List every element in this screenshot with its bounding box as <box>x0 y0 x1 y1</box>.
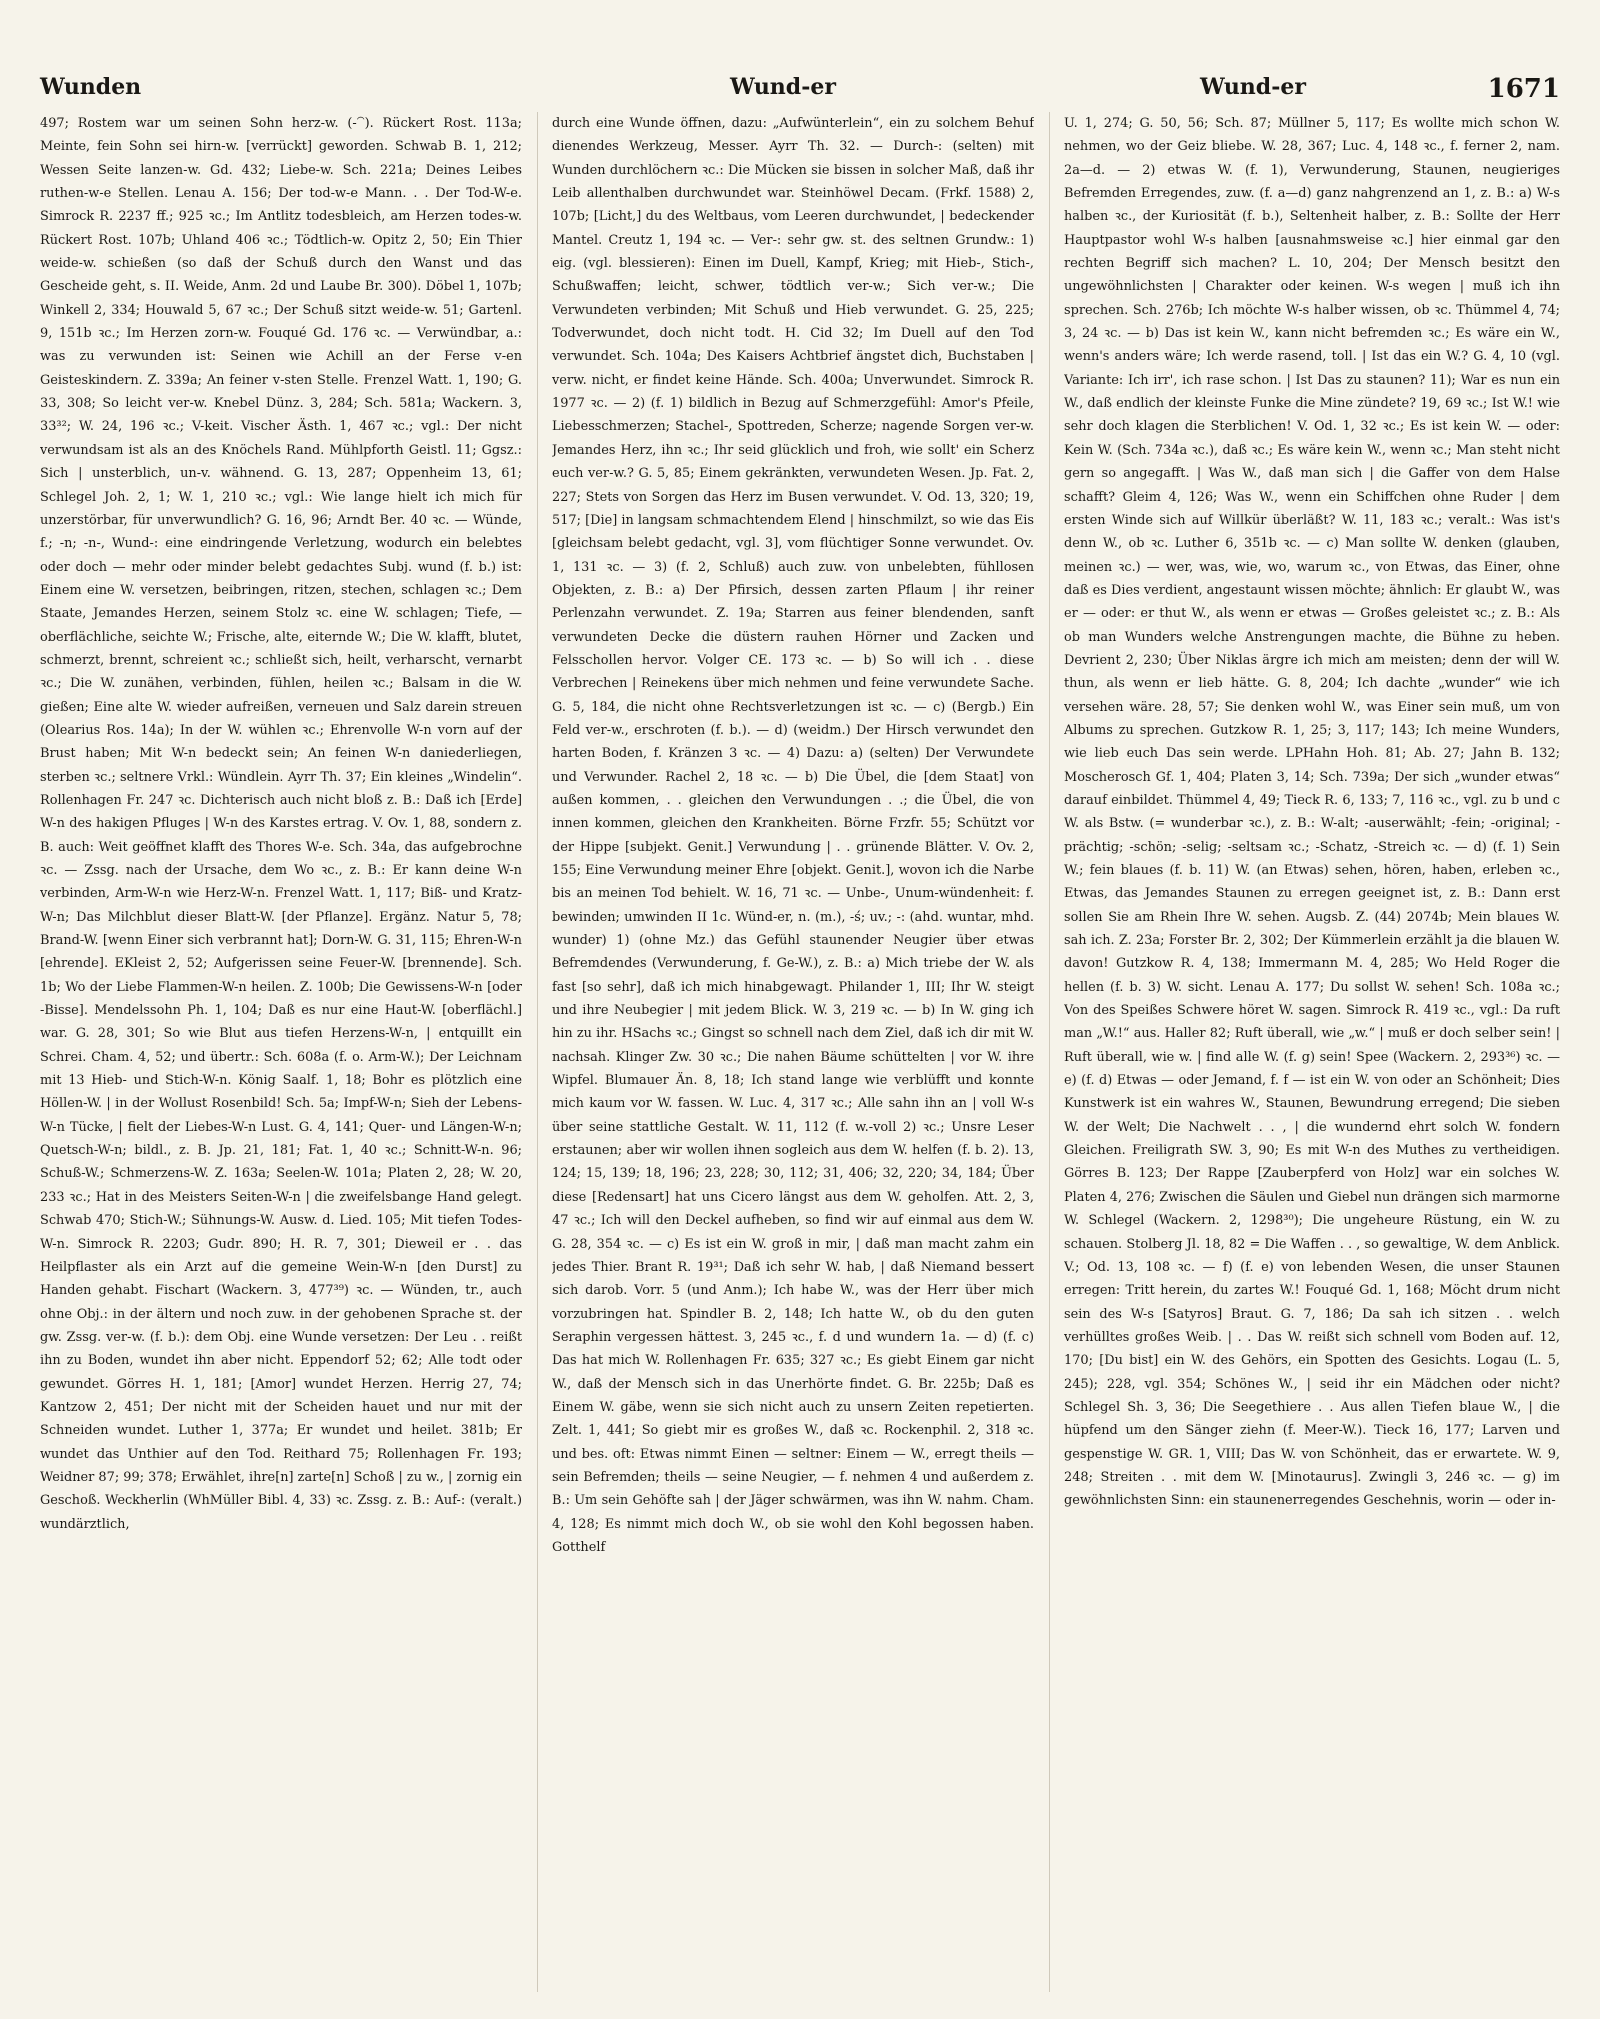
column-right <box>1064 112 1560 1992</box>
column-left-text: 497; Rostem war um seinen Sohn herz-w. (-⁀). Rückert Rost. 113a; Meinte, fein Sohn sei hirn-w. [verrückt] geworden. Schwab B. 1, 212; Wessen Seite lanzen-w. Gd. 432; Liebe-w. Sch. 221a; Deines Leibes ruthen-w-e Stellen. Lenau A. 156; Der tod-w-e Mann. . . Der Tod-W-e. Simrock R. 2237 ff.; 925 ꝛc.; Im Antlitz todesbleich, am Herzen todes-w. Rückert Rost. 107b; Uhland 406 ꝛc.; Tödtlich-w. Opitz 2, 50; Ein Thier weide-w. schießen (so daß der Schuß durch den Wanst und das Gescheide geht, s. II. Weide, Anm. 2d und Laube Br. 300). Döbel 1, 107b; Winkell 2, 334; Houwald 5, 67 ꝛc.; Der Schuß sitzt weide-w. 51; Gartenl. 9, 151b ꝛc.; Im Herzen zorn-w. Fouqué Gd. 176 ꝛc. — Verwündbar, a.: was zu verwunden ist: Seinen wie Achill an der Ferse v-en Geisteskindern. Z. 339a; An feiner v-sten Stelle. Frenzel Watt. 1, 190; G. 33, 308; So leicht ver-w. Knebel Dünz. 3, 284; Sch. 581a; Wackern. 3, 33³²; W. 24, 196 ꝛc.; V-keit. Vischer Ästh. 1, 467 ꝛc.; vgl.: Der nicht verwundsam ist als an des Knöchels Rand. Mühlpforth Geistl. 11; Ggsz.: Sich | unsterblich, un-v. wähnend. G. 13, 287; Oppenheim 13, 61; Schlegel Joh. 2, 1; W. 1, 210 ꝛc.; vgl.: Wie lange hielt ich mich für unzerstörbar, für unverwundlich? G. 16, 96; Arndt Ber. 40 ꝛc. — Wünde, f.; -n; -n-, Wund-: eine eindringende Verletzung, wodurch ein belebtes oder doch — mehr oder minder belebt gedachtes Subj. wund (f. b.) ist: Einem eine W. versetzen, beibringen, ritzen, stechen, schlagen ꝛc.; Dem Staate, Jemandes Herzen, seinem Stolz ꝛc. eine W. schlagen; Tiefe, — oberflächliche, seichte W.; Frische, alte, eiternde W.; Die W. klafft, blutet, schmerzt, brennt, schreient ꝛc.; schließt sich, heilt, verharscht, vernarbt ꝛc.; Die W. zunähen, verbinden, fühlen, heilen ꝛc.; Balsam in die W. gießen; Eine alte W. wieder aufreißen, verneuen und Salz darein streuen (Olearius Ros. 14a); In der W. wühlen ꝛc.; Ehrenvolle W-n vorn auf der Brust haben; Mit W-n bedeckt sein; An feinen W-n daniederliegen, sterben ꝛc.; seltnere Vrkl.: Wündlein. Ayrr Th. 37; Ein kleines „Windelin“. Rollenhagen Fr. 247 ꝛc. Dichterisch auch nicht bloß z. B.: Daß ich [Erde] W-n des hakigen Pfluges | W-n des Karstes ertrag. V. Ov. 1, 88, sondern z. B. auch: Weit geöffnet klafft des Thores W-e. Sch. 34a, das aufgebrochne ꝛc. — Zssg. nach der Ursache, dem Wo ꝛc., z. B.: Er kann deine W-n verbinden, Arm-W-n wie Herz-W-n. Frenzel Watt. 1, 117; Biß- und Kratz-W-n; Das Milchblut dieser Blatt-W. [der Pflanze]. Ergänz. Natur 5, 78; Brand-W. [wenn Einer sich verbrannt hat]; Dorn-W. G. 31, 115; Ehren-W-n [ehrende]. EKleist 2, 52; Aufgerissen seine Feuer-W. [brennende]. Sch. 1b; Wo der Liebe Flammen-W-n heilen. Z. 100b; Die Gewissens-W-n [oder -Bisse]. Mendelssohn Ph. 1, 104; Daß es nur eine Haut-W. [oberflächl.] war. G. 28, 301; So wie Blut aus tiefen Herzens-W-n, | entquillt ein Schrei. Cham. 4, 52; und übertr.: Sch. 608a (f. o. Arm-W.); Der Leichnam mit 13 Hieb- und Stich-W-n. König Saalf. 1, 18; Bohr es plötzlich eine Höllen-W. | in der Wollust Rosenbild! Sch. 5a; Impf-W-n; Sieh der Lebens-W-n Tücke, | fielt der Liebes-W-n Lust. G. 4, 141; Quer- und Längen-W-n; Quetsch-W-n; bildl., z. B. Jp. 21, 181; Fat. 1, 40 ꝛc.; Schnitt-W-n. 96; Schuß-W.; Schmerzens-W. Z. 163a; Seelen-W. 101a; Platen 2, 28; W. 20, 233 ꝛc.; Hat in des Meisters Seiten-W-n | die zweifelsbange Hand gelegt. Schwab 470; Stich-W.; Sühnungs-W. Ausw. d. Lied. 105; Mit tiefen Todes-W-n. Simrock R. 2203; Gudr. 890; H. R. 7, 301; Dieweil er . . das Heilpflaster als ein Arzt auf die gemeine Wein-W-n [den Durst] zu Handen gehabt. Fischart (Wackern. 3, 477³⁹) ꝛc. — Wünden, tr., auch ohne Obj.: in der ältern und noch zuw. in der gehobenen Sprache st. der gw. Zssg. ver-w. (f. b.): dem Obj. eine Wunde versetzen: Der Leu . . reißt ihn zu Boden, wundet ihn aber nicht. Eppendorf 52; 62; Alle todt oder gewundet. Görres H. 1, 181; [Amor] wundet Herzen. Herrig 27, 74; Kantzow 2, 451; Der nicht mit der Scheiden hauet und nur mit der Schneiden wundet. Luther 1, 377a; Er wundet und heilet. 381b; Er wundet das Unthier auf den Tod. Reithard 75; Rollenhagen Fr. 193; Weidner 87; 99; 378; Erwählet, ihre[n] zarte[n] Schoß | zu w., | zornig ein Geschoß. Weckherlin (WhMüller Bibl. 4, 33) ꝛc. Zssg. z. B.: Auf-: (veralt.) wundärztlich, <box>40 116 522 1532</box>
text-columns <box>40 112 1560 1992</box>
column-divider <box>1049 112 1050 1992</box>
column-left <box>40 112 522 1992</box>
running-head <box>40 74 1560 110</box>
header-left-keyword: Wunden <box>40 74 142 100</box>
column-middle-text: durch eine Wunde öffnen, dazu: „Aufwünterlein“, ein zu solchem Behuf dienendes Werkzeug, Messer. Ayrr Th. 32. — Durch-: (selten) mit Wunden durchlöchern ꝛc.: Die Mücken sie bissen in solcher Maß, daß ihr Leib allenthalben durchwundet war. Steinhöwel Decam. (Frkf. 1588) 2, 107b; [Licht,] du des Weltbaus, vom Leeren durchwundet, | bedeckender Mantel. Creutz 1, 194 ꝛc. — Ver-: sehr gw. st. des seltnen Grundw.: 1) eig. (vgl. blessieren): Einen im Duell, Kampf, Krieg; mit Hieb-, Stich-, Schußwaffen; leicht, schwer, tödtlich ver-w.; Sich ver-w.; Die Verwundeten verbinden; Mit Schuß und Hieb verwundet. G. 25, 225; Todverwundet, doch nicht todt. H. Cid 32; Im Duell auf den Tod verwundet. Sch. 104a; Des Kaisers Achtbrief ängstet dich, Buchstaben | verw. nicht, er findet keine Hände. Sch. 400a; Unverwundet. Simrock R. 1977 ꝛc. — 2) (f. 1) bildlich in Bezug auf Schmerzgefühl: Amor's Pfeile, Liebesschmerzen; Stachel-, Spottreden, Scherze; nagende Sorgen ver-w. Jemandes Herz, ihn ꝛc.; Ihr seid glücklich und froh, wie sollt' ein Scherz euch ver-w.? G. 5, 85; Einem gekränkten, verwundeten Wesen. Jp. Fat. 2, 227; Stets von Sorgen das Herz im Busen verwundet. V. Od. 13, 320; 19, 517; [Die] in langsam schmachtendem Elend | hinschmilzt, so wie das Eis [gleichsam belebt gedacht, vgl. 3], vom flüchtiger Sonne verwundet. Ov. 1, 131 ꝛc. — 3) (f. 2, Schluß) auch zuw. von unbelebten, fühllosen Objekten, z. B.: a) Der Pfirsich, dessen zarten Pflaum | ihr reiner Perlenzahn verwundet. Z. 19a; Starren aus feiner blendenden, sanft verwundeten Decke die düstern rauhen Hörner und Zacken und Felsschollen hervor. Volger CE. 173 ꝛc. — b) So will ich . . diese Verbrechen | Reinekens über mich nehmen und feine verwundete Sache. G. 5, 184, die nicht ohne Rechtsverletzungen ist ꝛc. — c) (Bergb.) Ein Feld ver-w., erschroten (f. b.). — d) (weidm.) Der Hirsch verwundet den harten Boden, f. Kränzen 3 ꝛc. — 4) Dazu: a) (selten) Der Verwundete und Verwunder. Rachel 2, 18 ꝛc. — b) Die Übel, die [dem Staat] von außen kommen, . . gleichen den Verwundungen . .; die Übel, die von innen kommen, gleichen den Krankheiten. Börne Frzfr. 55; Schützt vor der Hippe [subjekt. Genit.] Verwundung | . . grünende Blätter. V. Ov. 2, 155; Eine Verwundung meiner Ehre [objekt. Genit.], wovon ich die Narbe bis an meinen Tod behielt. W. 16, 71 ꝛc. — Unbe-, Unum-wündenheit: f. bewinden; umwinden II 1c. Wünd-er, n. (m.), -ś; uv.; -: (ahd. wuntar, mhd. wunder) 1) (ohne Mz.) das Gefühl staunender Neugier über etwas Befremdendes (Verwunderung, f. Ge-W.), z. B.: a) Mich triebe der W. als fast [so sehr], daß ich mich hinabgewagt. Philander 1, III; Ihr W. steigt und ihre Neubegier | mit jedem Blick. W. 3, 219 ꝛc. — b) In W. ging ich hin zu ihr. HSachs ꝛc.; Gingst so schnell nach dem Ziel, daß ich dir mit W. nachsah. Klinger Zw. 30 ꝛc.; Die nahen Bäume schüttelten | vor W. ihre Wipfel. Blumauer Än. 8, 18; Ich stand lange wie verblüfft und konnte mich kaum vor W. fassen. W. Luc. 4, 317 ꝛc.; Alle sahn ihn an | voll W-s über seine stattliche Gestalt. W. 11, 112 (f. w.-voll 2) ꝛc.; Unsre Leser erstaunen; aber wir wollen ihnen sogleich aus dem W. helfen (f. b. 2). 13, 124; 15, 139; 18, 196; 23, 228; 30, 112; 31, 406; 32, 220; 34, 184; Über diese [Redensart] hat uns Cicero längst aus dem W. geholfen. Att. 2, 3, 47 ꝛc.; Ich will den Deckel aufheben, so find wir auf einmal aus dem W. G. 28, 354 ꝛc. — c) Es ist ein W. groß in mir, | daß man macht zahm ein jedes Thier. Brant R. 19³¹; Daß ich sehr W. hab, | daß Niemand bessert sich darob. Vorr. 5 (und Anm.); Ich habe W., was der Herr über mich vorzubringen hat. Spindler B. 2, 148; Ich hatte W., ob du den guten Seraphin vergessen hättest. 3, 245 ꝛc., f. d und wundern 1a. — d) (f. c) Das hat mich W. Rollenhagen Fr. 635; 327 ꝛc.; Es giebt Einem gar nicht W., daß der Mensch sich in das Unerhörte findet. G. Br. 225b; Daß es Einem W. gäbe, wenn sie sich nicht auch zu unsern Zeiten repetierten. Zelt. 1, 441; So giebt mir es großes W., daß ꝛc. Rockenphil. 2, 318 ꝛc. und bes. oft: Etwas nimmt Einen — seltner: Einem — W., erregt theils — sein Befremden; theils — seine Neugier, — f. nehmen 4 und außerdem z. B.: Um sein Gehöfte sah | der Jäger schwärmen, was ihn W. nahm. Cham. 4, 128; Es nimmt mich doch W., ob sie wohl den Kohl begossen haben. Gotthelf <box>552 116 1034 1555</box>
column-middle <box>552 112 1034 1992</box>
column-right-text: U. 1, 274; G. 50, 56; Sch. 87; Müllner 5, 117; Es wollte mich schon W. nehmen, wo der Geiz bliebe. W. 28, 367; Luc. 4, 148 ꝛc., f. ferner 2, nam. 2a—d. — 2) etwas W. (f. 1), Verwunderung, Staunen, neugieriges Befremden Erregendes, zuw. (f. a—d) ganz nahgrenzend an 1, z. B.: a) W-s halben ꝛc., der Kuriosität (f. b.), Seltenheit halber, z. B.: Sollte der Herr Hauptpastor wohl W-s halben [ausnahmsweise ꝛc.] hier einmal gar den rechten Begriff sich machen? L. 10, 204; Der Mensch besitzt den ungewöhnlichsten | Charakter oder keinen. W-s wegen | muß ich ihn sprechen. Sch. 276b; Ich möchte W-s halber wissen, ob ꝛc. Thümmel 4, 74; 3, 24 ꝛc. — b) Das ist kein W., kann nicht befremden ꝛc.; Es wäre ein W., wenn's anders wäre; Ich werde rasend, toll. | Ist das ein W.? G. 4, 10 (vgl. Variante: Ich irr', ich rase schon. | Ist Das zu staunen? 11); War es nun ein W., daß endlich der kleinste Funke die Mine zündete? 19, 69 ꝛc.; Ist W.! wie sehr doch klagen die Sterblichen! V. Od. 1, 32 ꝛc.; Es ist kein W. — oder: Kein W. (Sch. 734a ꝛc.), daß ꝛc.; Es wäre kein W., wenn ꝛc.; Man steht nicht gern so angegafft. | Was W., daß man sich | die Gaffer von dem Halse schafft? Gleim 4, 126; Was W., wenn ein Schiffchen ohne Ruder | dem ersten Winde sich auf Willkür überläßt? W. 11, 183 ꝛc.; veralt.: Was ist's denn W., ob ꝛc. Luther 6, 351b ꝛc. — c) Man sollte W. denken (glauben, meinen ꝛc.) — wer, was, wie, wo, warum ꝛc., von Etwas, das Einer, ohne daß es Dies verdient, angestaunt wissen möchte; ähnlich: Er glaubt W., was er — oder: er thut W., als wenn er etwas — Großes geleistet ꝛc.; z. B.: Als ob man Wunders welche Anstrengungen machte, die Bühne zu heben. Devrient 2, 230; Über Niklas ärgre ich mich am meisten; denn der will W. thun, als wenn er lieb hätte. G. 8, 204; Ich dachte „wunder“ wie ich versehen wäre. 28, 57; Sie denken wohl W., was Einer sein muß, um von Albums zu sprechen. Gutzkow R. 1, 25; 3, 117; 143; Ich meine Wunders, wie lieb euch Das sein werde. LPHahn Hoh. 81; Ab. 27; Jahn B. 132; Moscherosch Gf. 1, 404; Platen 3, 14; Sch. 739a; Der sich „wunder etwas“ darauf einbildet. Thümmel 4, 49; Tieck R. 6, 133; 7, 116 ꝛc., vgl. zu b und c W. als Bstw. (= wunderbar ꝛc.), z. B.: W-alt; -auserwählt; -fein; -original; -prächtig; -schön; -selig; -seltsam ꝛc.; -Schatz, -Streich ꝛc. — d) (f. 1) Sein W.; fein blaues (f. b. 11) W. (an Etwas) sehen, hören, haben, erleben ꝛc., Etwas, das Jemandes Staunen zu erregen geeignet ist, z. B.: Dann erst sollen Sie am Rhein Ihre W. sehen. Augsb. Z. (44) 2074b; Mein blaues W. sah ich. Z. 23a; Forster Br. 2, 302; Der Kümmerlein erzählt ja die blauen W. davon! Gutzkow R. 4, 138; Immermann M. 4, 285; Wo Held Roger die hellen (f. b. 3) W. sicht. Lenau A. 177; Du sollst W. sehen! Sch. 108a ꝛc.; Von des Speißes Schwere höret W. sagen. Simrock R. 419 ꝛc., vgl.: Da ruft man „W.!“ aus. Haller 82; Ruft überall, wie „w.“ | muß er doch selber sein! | Ruft überall, wie w. | find alle W. (f. g) sein! Spee (Wackern. 2, 293³⁶) ꝛc. — e) (f. d) Etwas — oder Jemand, f. f — ist ein W. von oder an Schönheit; Dies Kunstwerk ist ein wahres W., Staunen, Bewundrung erregend; Die sieben W. der Welt; Die Nachwelt . . , | die wundernd ehrt solch W. fondern Gleichen. Freiligrath SW. 3, 90; Es mit W-n des Muthes zu vertheidigen. Görres B. 123; Der Rappe [Zauberpferd von Holz] war ein solches W. Platen 4, 276; Zwischen die Säulen und Giebel nun drängen sich marmorne W. Schlegel (Wackern. 2, 1298³⁰); Die ungeheure Rüstung, ein W. zu schauen. Stolberg Jl. 18, 82 = Die Waffen . . , so gewaltige, W. dem Anblick. V.; Od. 13, 108 ꝛc. — f) (f. e) von lebenden Wesen, die unser Staunen erregen: Tritt herein, du zartes W.! Fouqué Gd. 1, 168; Möcht drum nicht sein des W-s [Satyros] Braut. G. 7, 186; Da sah ich sitzen . . welch verhülltes großes Weib. | . . Das W. reißt sich schnell vom Boden auf. 12, 170; [Du bist] ein W. des Gehörs, ein Spotten des Gesichts. Logau (L. 5, 245); 228, vgl. 354; Schönes W., | seid ihr ein Mädchen oder nicht? Schlegel Sh. 3, 36; Die Seegethiere . . Aus allen Tiefen blaue W., | die hüpfend um den Sänger ziehn (f. Meer-W.). Tieck 16, 177; Larven und gespenstige W. GR. 1, VIII; Das W. von Schönheit, das er erwartete. W. 9, 248; Streiten . . mit dem W. [Minotaurus]. Zwingli 3, 246 ꝛc. — g) im gewöhnlichsten Sinn: ein staunenerregendes Geschehnis, worin — oder in- <box>1064 116 1560 1509</box>
column-divider <box>537 112 538 1992</box>
header-center-keyword: Wund-er <box>730 74 836 100</box>
header-right-keyword: Wund-er <box>1200 74 1306 100</box>
page-number: 1671 <box>1487 74 1560 104</box>
